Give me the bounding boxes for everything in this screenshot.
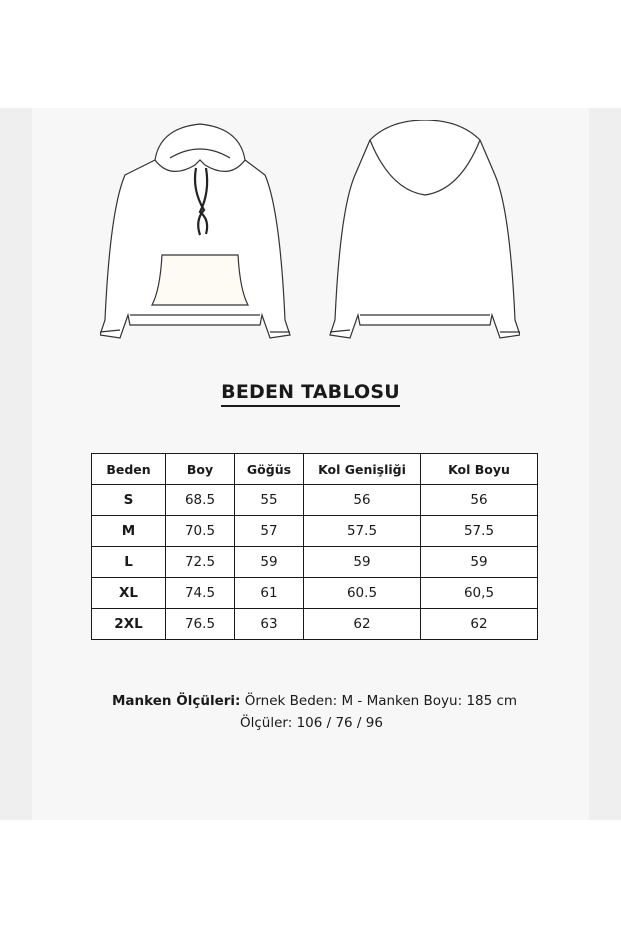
notes-line-1	[112, 690, 517, 712]
page-title: BEDEN TABLOSU	[0, 381, 621, 403]
column-header: Kol Genişliği	[304, 454, 421, 485]
column-header: Boy	[166, 454, 235, 485]
hoodie-back-icon	[330, 120, 520, 338]
hoodie-front-icon	[100, 124, 290, 338]
column-header: Kol Boyu	[421, 454, 538, 485]
table-cell: 76.5	[166, 609, 235, 640]
notes-sample-size: Örnek Beden: M - Manken Boyu: 185 cm	[244, 693, 518, 709]
hoodie-illustrations	[100, 120, 520, 350]
table-cell: 56	[304, 485, 421, 516]
table-cell: 57.5	[304, 516, 421, 547]
size-table	[91, 453, 538, 640]
table-cell: 70.5	[166, 516, 235, 547]
model-measurements	[112, 690, 517, 734]
column-header: Beden	[92, 454, 166, 485]
table-cell: 74.5	[166, 578, 235, 609]
table-cell: 55	[235, 485, 304, 516]
table-header-row	[92, 454, 538, 485]
notes-label: Manken Ölçüleri:	[112, 693, 241, 709]
size-cell: 2XL	[92, 609, 166, 640]
size-cell: L	[92, 547, 166, 578]
table-cell: 62	[421, 609, 538, 640]
table-cell: 63	[235, 609, 304, 640]
table-cell: 68.5	[166, 485, 235, 516]
table-cell: 61	[235, 578, 304, 609]
table-cell: 60.5	[304, 578, 421, 609]
table-cell: 60,5	[421, 578, 538, 609]
table-cell: 56	[421, 485, 538, 516]
column-header: Göğüs	[235, 454, 304, 485]
table-cell: 62	[304, 609, 421, 640]
table-cell: 72.5	[166, 547, 235, 578]
size-cell: XL	[92, 578, 166, 609]
notes-measurements: Ölçüler: 106 / 76 / 96	[240, 715, 383, 731]
table-cell: 57	[235, 516, 304, 547]
table-cell: 59	[235, 547, 304, 578]
size-cell: M	[92, 516, 166, 547]
table-cell: 57.5	[421, 516, 538, 547]
table-row	[92, 547, 538, 578]
table-row	[92, 516, 538, 547]
size-cell: S	[92, 485, 166, 516]
table-row	[92, 485, 538, 516]
card-edge-right	[589, 108, 621, 820]
table-row	[92, 609, 538, 640]
card-edge-left	[0, 108, 32, 820]
table-row	[92, 578, 538, 609]
table-cell: 59	[304, 547, 421, 578]
table-cell: 59	[421, 547, 538, 578]
